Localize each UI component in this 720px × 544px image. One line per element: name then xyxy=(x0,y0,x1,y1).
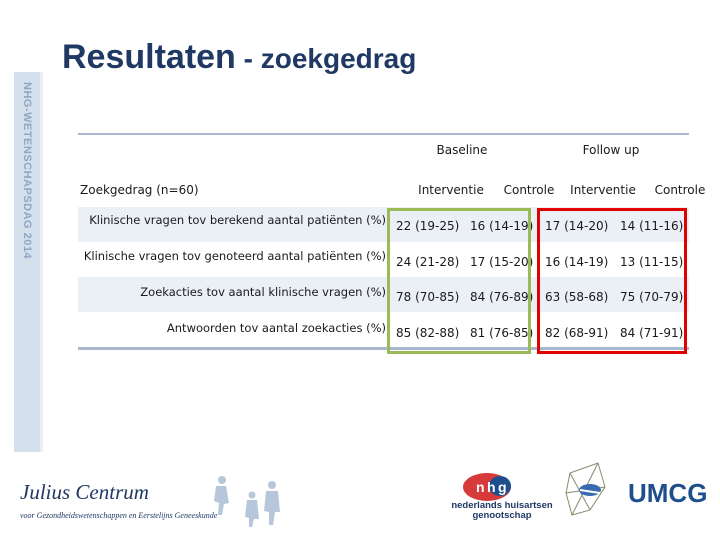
table-cell: 78 (70-85) xyxy=(396,290,460,304)
col-header-followup-controle: Controle xyxy=(654,183,706,197)
row-header-label: Zoekgedrag (n=60) xyxy=(80,183,199,197)
nhg-line-2: genootschap xyxy=(472,510,532,521)
julius-centrum-logo: Julius Centrum xyxy=(20,480,149,504)
side-strip-accent xyxy=(40,72,43,452)
table-cell: 82 (68-91) xyxy=(545,326,609,340)
julius-centrum-subtitle: voor Gezondheidswetenschappen en Eerstelijns Geneeskunde xyxy=(20,511,218,520)
table-cell: 17 (15-20) xyxy=(470,255,534,269)
walking-figures-icon xyxy=(214,476,280,527)
table-cell: 16 (14-19) xyxy=(470,219,534,233)
title-main: Resultaten xyxy=(62,38,236,76)
umcg-logo: UMCG xyxy=(628,478,708,508)
col-header-baseline-interventie: Interventie xyxy=(418,183,484,197)
row-label: Antwoorden tov aantal zoekacties (%) xyxy=(166,321,386,335)
nhg-org-name xyxy=(437,501,567,521)
table-cell: 13 (11-15) xyxy=(620,255,684,269)
row-label: Zoekacties tov aantal klinische vragen (%) xyxy=(140,285,386,299)
nhg-line-1: nederlands huisartsen xyxy=(451,500,553,511)
col-header-baseline-controle: Controle xyxy=(503,183,555,197)
table-cell: 17 (14-20) xyxy=(545,219,609,233)
svg-text:n: n xyxy=(476,479,485,495)
side-vertical-text: NHG-WETENSCHAPSDAG 2014 xyxy=(21,82,33,260)
nhg-logo-icon xyxy=(463,473,511,501)
svg-text:g: g xyxy=(498,479,507,495)
page-title xyxy=(62,38,416,77)
row-label: Klinische vragen tov genoteerd aantal patiënten (%) xyxy=(83,249,386,263)
table-cell: 84 (76-89) xyxy=(470,290,534,304)
row-label: Klinische vragen tov berekend aantal patiënten (%) xyxy=(89,213,386,227)
col-header-followup-interventie: Interventie xyxy=(570,183,636,197)
group-header-followup: Follow up xyxy=(582,143,640,157)
table-cell: 14 (11-16) xyxy=(620,219,684,233)
group-header-baseline: Baseline xyxy=(436,143,488,157)
table-top-rule xyxy=(78,133,689,135)
followup-highlight-box xyxy=(537,208,687,354)
table-cell: 22 (19-25) xyxy=(396,219,460,233)
table-cell: 24 (21-28) xyxy=(396,255,460,269)
table-cell: 85 (82-88) xyxy=(396,326,460,340)
title-sub: - zoekgedrag xyxy=(235,43,417,74)
svg-text:h: h xyxy=(487,479,496,495)
baseline-highlight-box xyxy=(387,208,534,354)
table-cell: 81 (76-85) xyxy=(470,326,534,340)
table-cell: 84 (71-91) xyxy=(620,326,684,340)
table-cell: 16 (14-19) xyxy=(545,255,609,269)
table-cell: 75 (70-79) xyxy=(620,290,684,304)
table-cell: 63 (58-68) xyxy=(545,290,609,304)
network-logo-icon xyxy=(566,463,605,515)
